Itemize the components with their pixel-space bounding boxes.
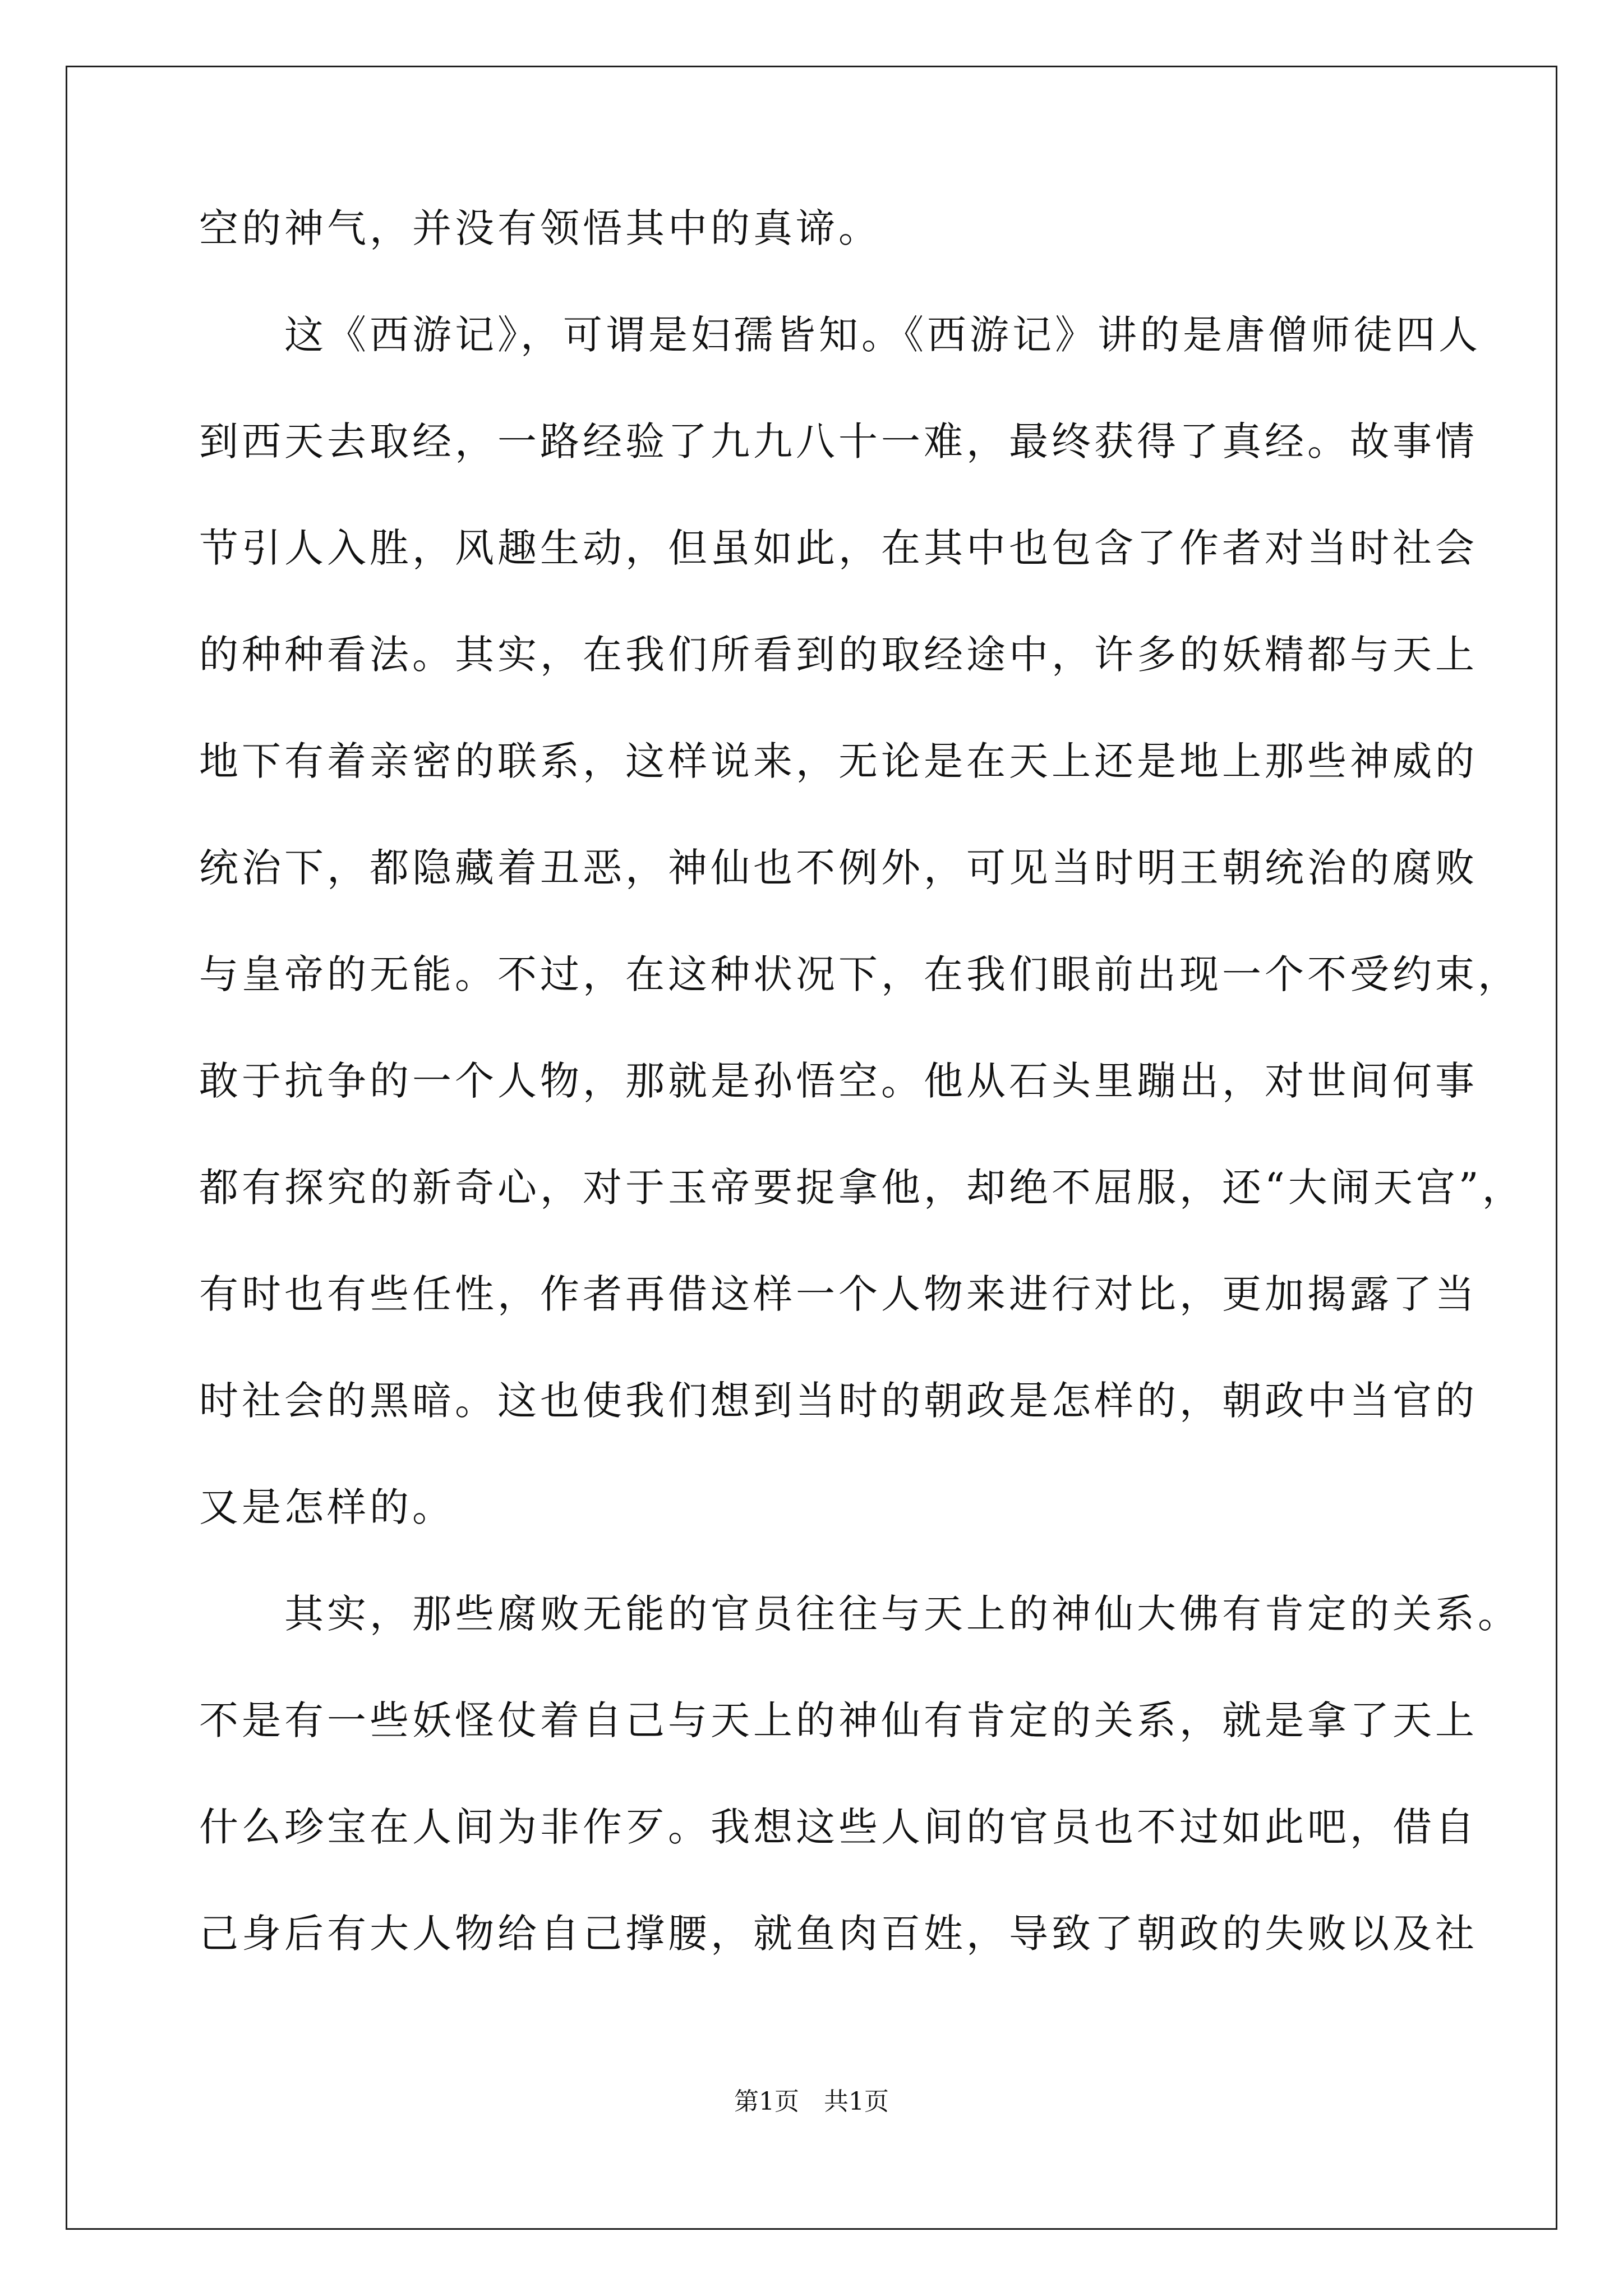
page-footer: 第1页 共1页: [734, 2087, 889, 2116]
page-border: [66, 66, 1557, 2230]
body-text-line: 敢于抗争的一个人物，那就是孙悟空。他从石头里蹦出，对世间何事: [199, 1058, 1478, 1104]
body-text-line: 与皇帝的无能。不过，在这种状况下，在我们眼前出现一个不受约束，: [199, 951, 1520, 997]
body-text-line: 又是怎样的。: [199, 1484, 455, 1530]
body-text-line: 什么珍宝在人间为非作歹。我想这些人间的官员也不过如此吧，借自: [199, 1804, 1478, 1850]
body-text-line: 这《西游记》，可谓是妇孺皆知。《西游记》讲的是唐僧师徒四人: [199, 312, 1481, 358]
body-text-line: 都有探究的新奇心，对于玉帝要捉拿他，却绝不屈服，还“大闹天宫”，: [199, 1165, 1525, 1211]
body-text-line: 统治下，都隐藏着丑恶，神仙也不例外，可见当时明王朝统治的腐败: [199, 845, 1478, 891]
body-text-line: 己身后有大人物给自己撑腰，就鱼肉百姓，导致了朝政的失败以及社: [199, 1911, 1478, 1957]
body-text-line: 到西天去取经，一路经验了九九八十一难，最终获得了真经。故事情: [199, 418, 1478, 464]
body-text-line: 时社会的黑暗。这也使我们想到当时的朝政是怎样的，朝政中当官的: [199, 1378, 1478, 1424]
body-text-line: 空的神气，并没有领悟其中的真谛。: [199, 205, 881, 251]
body-text-line: 其实，那些腐败无能的官员往往与天上的神仙大佛有肯定的关系。: [199, 1591, 1520, 1637]
body-text-line: 有时也有些任性，作者再借这样一个人物来进行对比，更加揭露了当: [199, 1271, 1478, 1317]
body-text-line: 的种种看法。其实，在我们所看到的取经途中，许多的妖精都与天上: [199, 632, 1478, 678]
body-text-line: 节引人入胜，风趣生动，但虽如此，在其中也包含了作者对当时社会: [199, 525, 1478, 571]
body-text-line: 地下有着亲密的联系，这样说来，无论是在天上还是地上那些神威的: [199, 738, 1478, 784]
body-text-line: 不是有一些妖怪仗着自己与天上的神仙有肯定的关系，就是拿了天上: [199, 1697, 1478, 1743]
